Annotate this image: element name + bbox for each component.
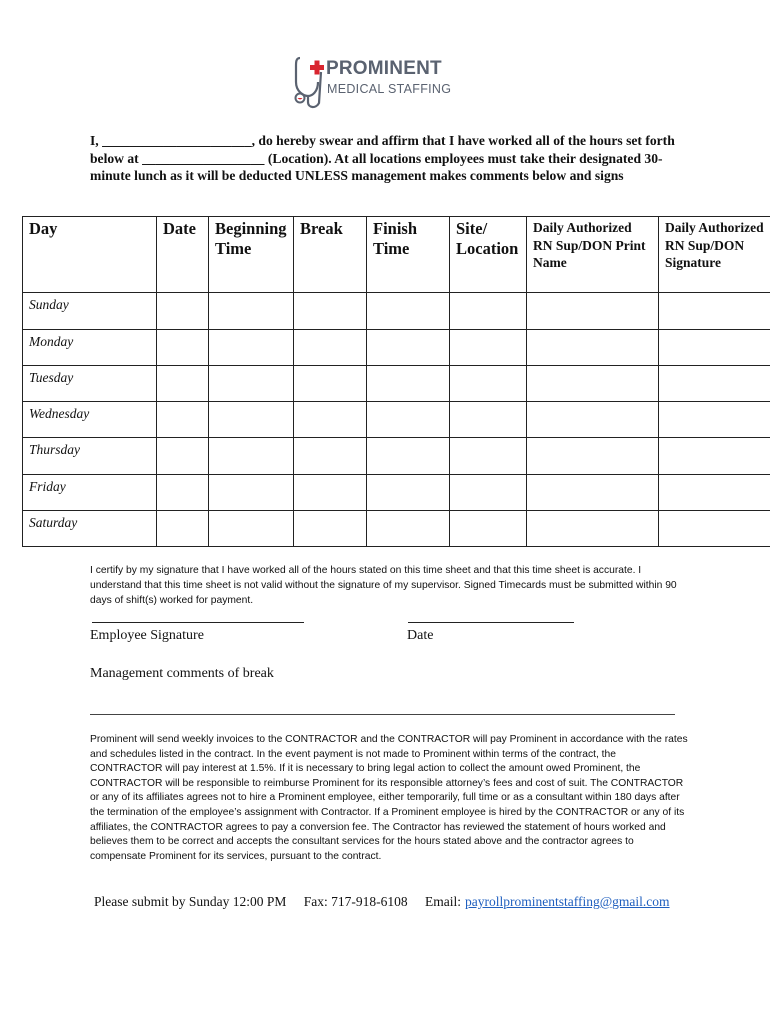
print-name-cell[interactable]: [527, 511, 659, 547]
break-cell[interactable]: [294, 475, 367, 511]
table-row: [23, 402, 770, 438]
date-cell[interactable]: [157, 438, 209, 475]
header-beginning-time: Beginning Time: [209, 217, 294, 293]
break-cell[interactable]: [294, 511, 367, 547]
finish-time-cell[interactable]: [367, 293, 450, 330]
site-cell[interactable]: [450, 402, 527, 438]
date-cell[interactable]: [157, 366, 209, 402]
fax-number: Fax: 717-918-6108: [303, 894, 408, 909]
footer: [94, 894, 670, 910]
header-signature: Daily Authorized RN Sup/DON Signature: [659, 217, 770, 293]
finish-time-cell[interactable]: [367, 366, 450, 402]
beginning-time-cell[interactable]: [209, 402, 294, 438]
signature-cell[interactable]: [659, 330, 770, 366]
management-comments-line[interactable]: [90, 714, 675, 715]
print-name-cell[interactable]: [527, 438, 659, 475]
date-line[interactable]: [408, 622, 574, 623]
table-header-row: [23, 217, 770, 293]
date-cell[interactable]: [157, 402, 209, 438]
day-label: Wednesday: [23, 402, 157, 438]
logo-name: PROMINENT: [326, 58, 442, 79]
table-row: [23, 511, 770, 547]
print-name-cell[interactable]: [527, 330, 659, 366]
table-row: [23, 366, 770, 402]
header-break: Break: [294, 217, 367, 293]
date-cell[interactable]: [157, 293, 209, 330]
site-cell[interactable]: [450, 366, 527, 402]
stethoscope-cross-icon: [292, 52, 330, 112]
day-label: Saturday: [23, 511, 157, 547]
site-cell[interactable]: [450, 330, 527, 366]
table-row: [23, 330, 770, 366]
site-cell[interactable]: [450, 475, 527, 511]
date-cell[interactable]: [157, 475, 209, 511]
signature-cell[interactable]: [659, 475, 770, 511]
logo-tagline: MEDICAL STAFFING: [327, 82, 452, 96]
print-name-cell[interactable]: [527, 475, 659, 511]
signature-cell[interactable]: [659, 511, 770, 547]
beginning-time-cell[interactable]: [209, 511, 294, 547]
submit-deadline: Please submit by Sunday 12:00 PM: [94, 894, 287, 909]
email-label: Email:: [425, 894, 462, 909]
management-comments-label: Management comments of break: [90, 666, 274, 681]
header-finish-time: Finish Time: [367, 217, 450, 293]
beginning-time-cell[interactable]: [209, 330, 294, 366]
table-row: [23, 438, 770, 475]
break-cell[interactable]: [294, 330, 367, 366]
header-print-name: Daily Authorized RN Sup/DON Print Name: [527, 217, 659, 293]
site-cell[interactable]: [450, 293, 527, 330]
terms-text: Prominent will send weekly invoices to the CONTRACTOR and the CONTRACTOR will pay Prominent in accordance with the rates and schedules listed in the contract. In the event payment is not made to Prominent within terms of the contract, the CONTRACTOR will pay interest at 1.5%. If it is necessary to bring legal action to collect the amount owed Prominent, the CONTRACTOR will be responsible to reimburse Prominent for its responsible attorney’s fees and cost of suit. The CONTRACTOR or any of its affiliates agrees not to hire a Prominent employee, either temporarily, full time or as a consultant within 180 days after the termination of the employee’s assignment with Contractor. If a Prominent employee is hired by the CONTRACTOR or any of its affiliates, the CONTRACTOR agrees to pay a conversion fee. The Contractor has reviewed the statement of hours worked and believes them to be correct and accepts the consultant services for the hours stated above and the contractor agrees to compensate Prominent for its services, pursuant to the contract.: [90, 734, 688, 862]
site-cell[interactable]: [450, 511, 527, 547]
break-cell[interactable]: [294, 438, 367, 475]
header-day: Day: [23, 217, 157, 293]
date-cell[interactable]: [157, 511, 209, 547]
employee-signature-label: Employee Signature: [90, 628, 204, 643]
finish-time-cell[interactable]: [367, 438, 450, 475]
print-name-cell[interactable]: [527, 366, 659, 402]
day-label: Thursday: [23, 438, 157, 475]
finish-time-cell[interactable]: [367, 330, 450, 366]
affirmation-text: I, ______________________, do hereby swear and affirm that I have worked all of the hours set forth below at __________________ (Location). At all locations employees must take their designated 30-minute lunch as it will be deducted UNLESS management makes comments below and signs: [90, 133, 675, 184]
header-site-location: Site/ Location: [450, 217, 527, 293]
signature-cell[interactable]: [659, 402, 770, 438]
beginning-time-cell[interactable]: [209, 293, 294, 330]
print-name-cell[interactable]: [527, 402, 659, 438]
table-row: [23, 293, 770, 330]
beginning-time-cell[interactable]: [209, 438, 294, 475]
email-link[interactable]: payrollprominentstaffing@gmail.com: [465, 894, 670, 909]
signature-cell[interactable]: [659, 366, 770, 402]
employee-signature-line[interactable]: [92, 622, 304, 623]
signature-cell[interactable]: [659, 438, 770, 475]
finish-time-cell[interactable]: [367, 475, 450, 511]
beginning-time-cell[interactable]: [209, 366, 294, 402]
table-row: [23, 475, 770, 511]
beginning-time-cell[interactable]: [209, 475, 294, 511]
print-name-cell[interactable]: [527, 293, 659, 330]
date-cell[interactable]: [157, 330, 209, 366]
site-cell[interactable]: [450, 438, 527, 475]
signature-cell[interactable]: [659, 293, 770, 330]
company-logo: [292, 52, 457, 112]
finish-time-cell[interactable]: [367, 511, 450, 547]
day-label: Friday: [23, 475, 157, 511]
certification-text: I certify by my signature that I have worked all of the hours stated on this time sheet and that this time sheet is accurate. I understand that this time sheet is not valid without the signature of my supervisor. Signed Timecards must be submitted within 90 days of shift(s) worked for payment.: [90, 565, 677, 606]
date-label: Date: [407, 628, 434, 643]
day-label: Monday: [23, 330, 157, 366]
break-cell[interactable]: [294, 293, 367, 330]
day-label: Sunday: [23, 293, 157, 330]
day-label: Tuesday: [23, 366, 157, 402]
timesheet-table: [22, 216, 770, 547]
break-cell[interactable]: [294, 402, 367, 438]
break-cell[interactable]: [294, 366, 367, 402]
finish-time-cell[interactable]: [367, 402, 450, 438]
header-date: Date: [157, 217, 209, 293]
